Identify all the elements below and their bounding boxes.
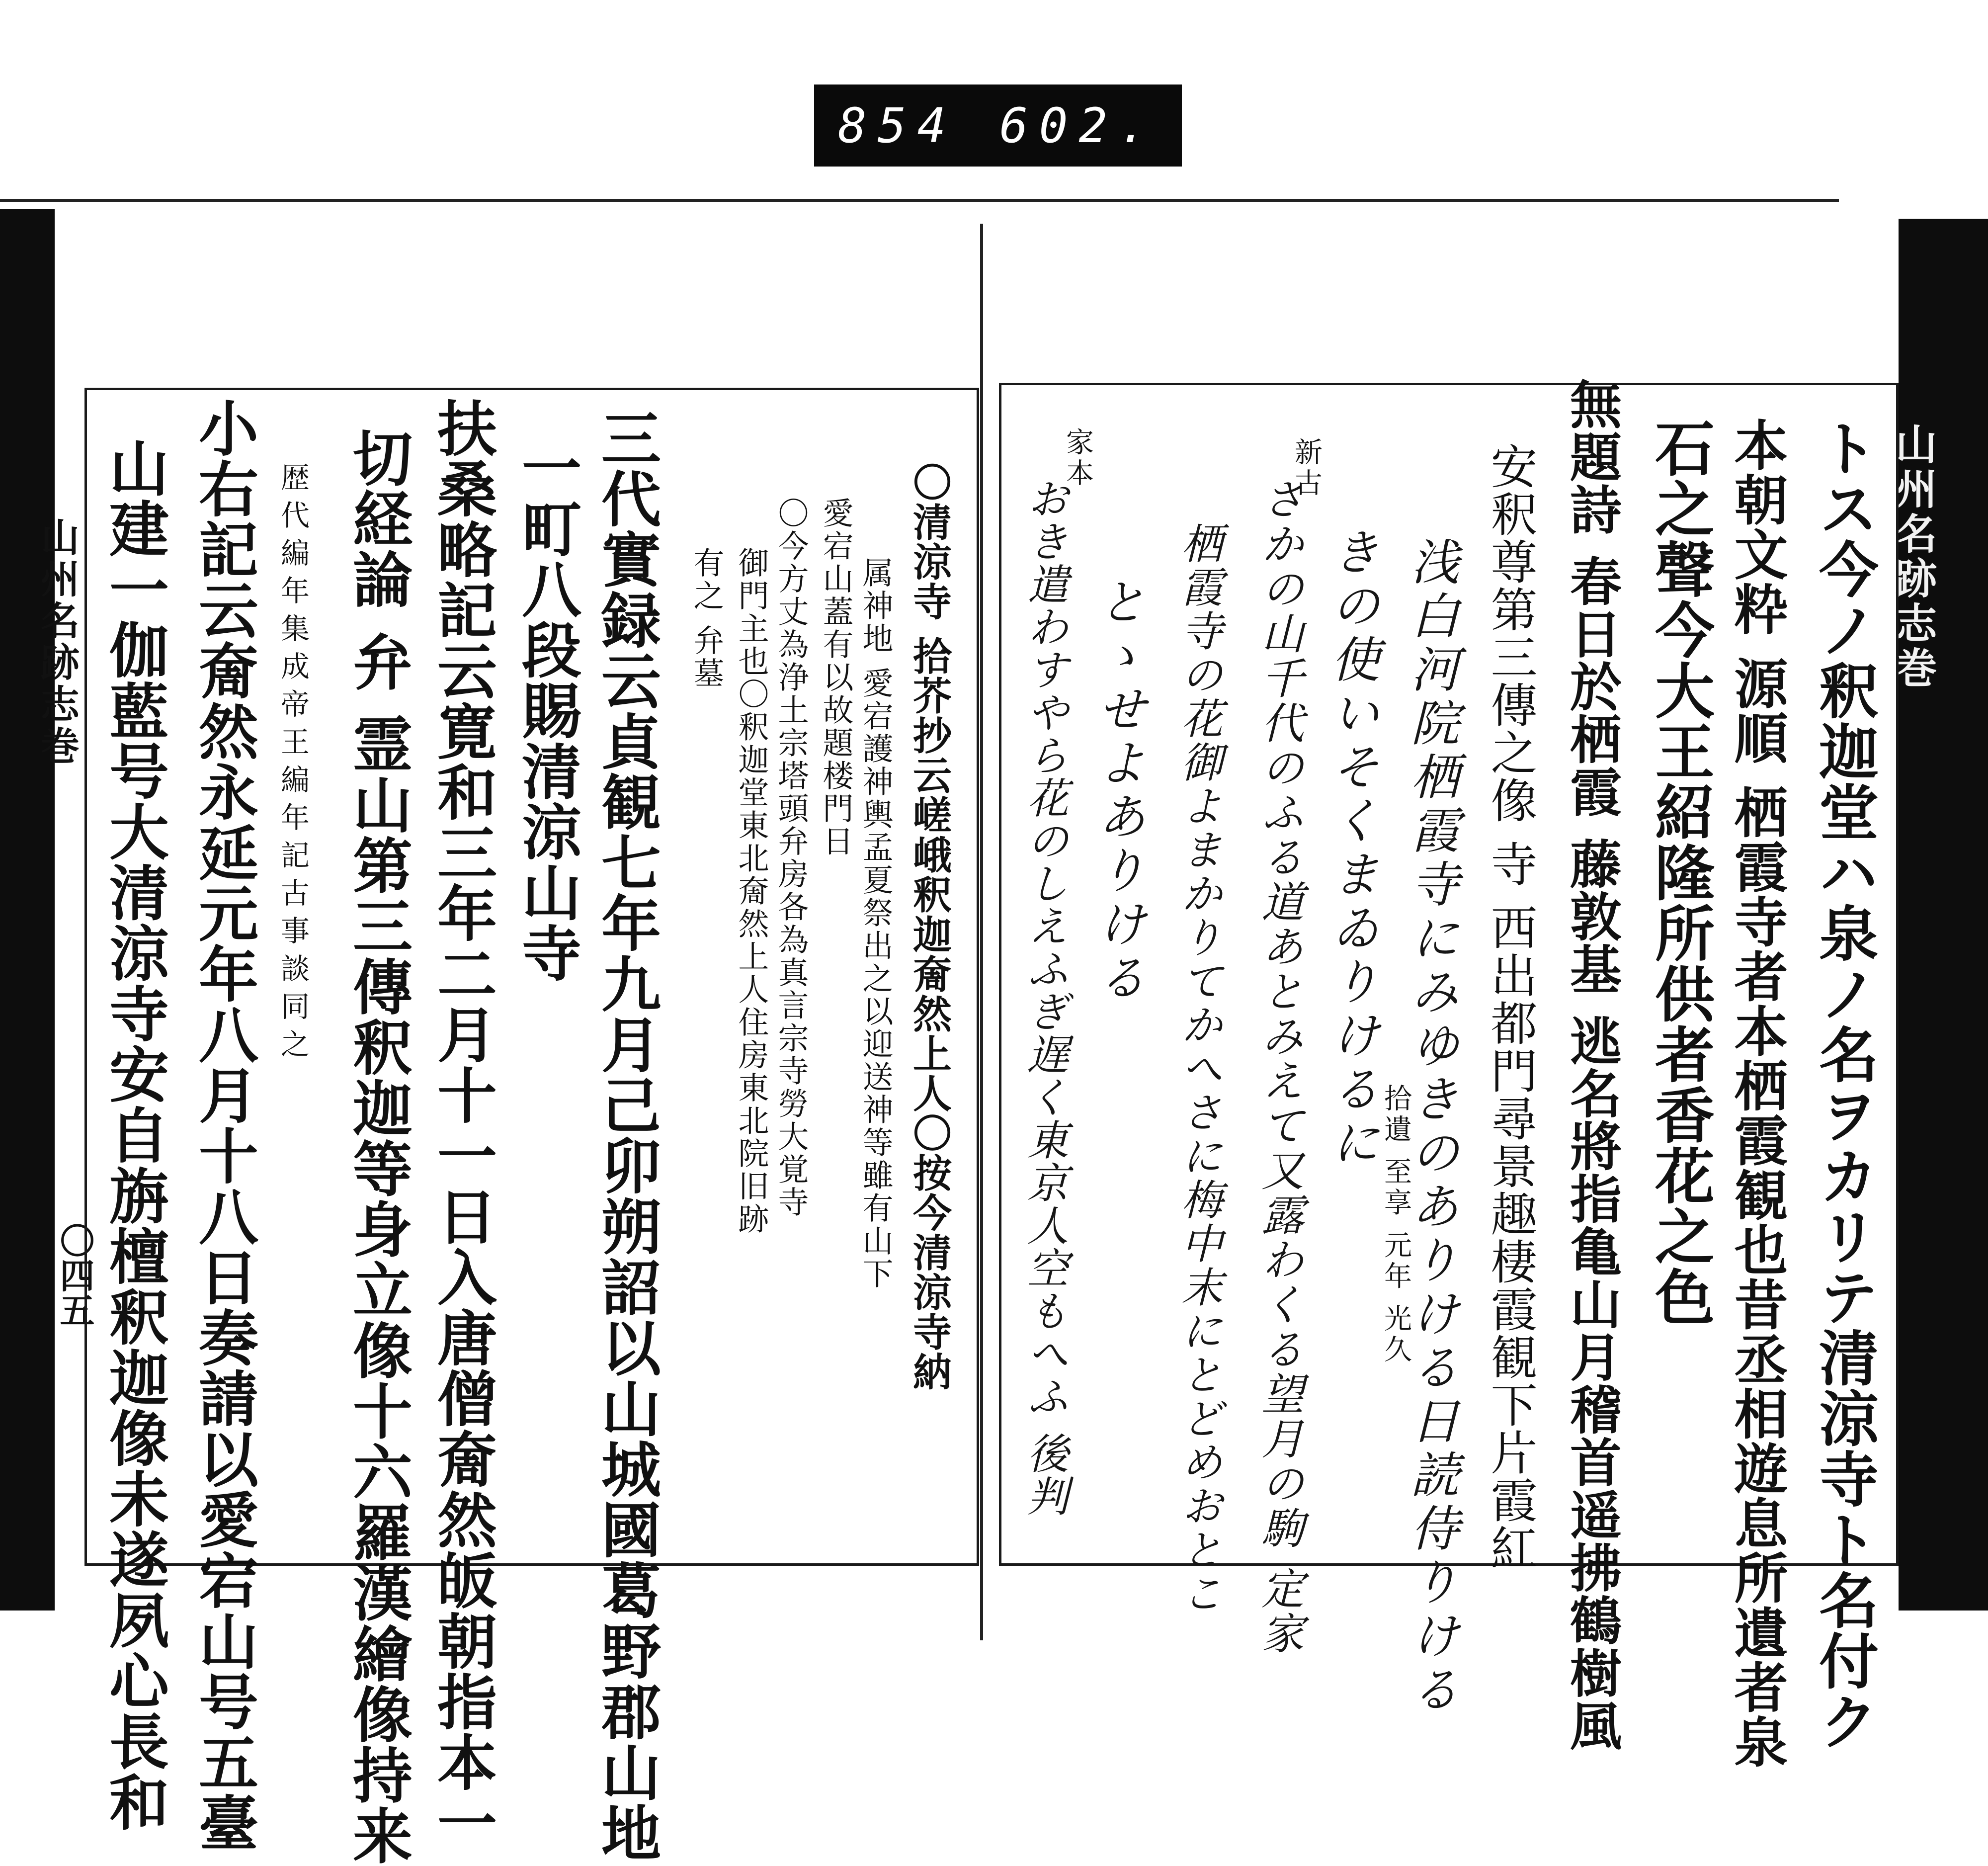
right-column-1: トス今ノ釈迦堂ハ泉ノ名ヲカリテ清涼寺ト名付ク bbox=[1809, 418, 1879, 1752]
page-top-edge bbox=[0, 199, 1839, 202]
left-spine-shadow bbox=[0, 209, 55, 1611]
right-column-10: とゝせよありける bbox=[1089, 577, 1146, 1006]
left-column-9: 扶桑略記云寛和三年二月十一日入唐僧奝然皈朝指本一 bbox=[427, 398, 497, 1853]
right-margin-note-1: 拾遺 至享 元年 光久 bbox=[1380, 1084, 1412, 1366]
left-column-11: 歴代編年集成帝王編年記古事談同之 bbox=[276, 462, 310, 1067]
folio-number: 〇四五 bbox=[54, 1223, 95, 1327]
right-margin-note-3: 家本 bbox=[1062, 427, 1094, 489]
right-column-3: 石之聲今大王紹隆所供者香花之色 bbox=[1645, 418, 1715, 1327]
left-column-6: 有之 弁墓 bbox=[688, 547, 725, 690]
right-running-head: 山州名跡志巻 bbox=[1889, 423, 1938, 691]
right-column-8: さかの山千代のふる道あとみえて又露わくる望月の駒 定家 bbox=[1254, 477, 1304, 1656]
left-column-3: 愛宕山蓋有以故題楼門日 bbox=[818, 497, 854, 858]
left-running-head: 山州名跡志巻 bbox=[34, 517, 80, 767]
right-column-4: 無題詩 春日於栖霞 藤敦基 逃名將指亀山月稽首遥拂鶴樹風 bbox=[1561, 378, 1622, 1752]
right-column-9: 栖霞寺の花御よまかりてかへさに梅中末にとどめおとこ bbox=[1174, 522, 1223, 1615]
left-column-8: 一町八段賜清涼山寺 bbox=[512, 437, 582, 983]
left-column-4: 〇今方丈為浄土宗塔頭弁房各為真言宗寺勞大覚寺 bbox=[773, 497, 809, 1219]
left-column-10: 切経論 弁 霊山第三傳釈迦等身立像十六羅漢繪像持来 bbox=[343, 427, 413, 1866]
left-column-12: 小右記云奝然永延元年八月十八日奏請以愛宕山号五臺 bbox=[189, 398, 259, 1853]
book-gutter bbox=[980, 224, 983, 1640]
catalog-number-right: 602. bbox=[999, 97, 1158, 154]
left-column-7: 三代實録云貞観七年九月己卯朔詔以山城國葛野郡山地 bbox=[591, 408, 662, 1863]
catalog-number-left: 854 bbox=[838, 97, 957, 154]
catalog-number-label bbox=[814, 85, 1182, 167]
right-column-2: 本朝文粋 源順 栖霞寺者本栖霞観也昔丞相遊息所遺者泉 bbox=[1725, 418, 1788, 1770]
left-column-1: 〇清涼寺 拾芥抄云嵯峨釈迦奝然上人〇按今清涼寺納 bbox=[907, 462, 952, 1392]
right-column-5: 安釈尊第三傳之像 寺 西出都門尋景趣棲霞観下片霞紅 bbox=[1483, 442, 1537, 1572]
right-column-6: 浅白河院栖霞寺にみゆきのありける日読侍りける bbox=[1403, 537, 1459, 1718]
left-column-2: 属神地 愛宕護神輿孟夏祭出之以迎送神等雖有山下 bbox=[857, 557, 894, 1290]
right-column-11: おき遣わすやら花のしえふぎ遅く東京人空もへふ 後判 bbox=[1020, 477, 1069, 1518]
left-column-13: 山建一伽藍号大清涼寺安自旃檀釈迦像未遂夙心長和 bbox=[99, 437, 169, 1832]
left-column-5: 御門主也〇釈迦堂東北奝然上人住房東北院旧跡 bbox=[733, 547, 769, 1236]
right-margin-note-2: 新古 bbox=[1290, 437, 1323, 499]
right-column-7: きの使いそくまゐりけるに bbox=[1323, 527, 1380, 1171]
